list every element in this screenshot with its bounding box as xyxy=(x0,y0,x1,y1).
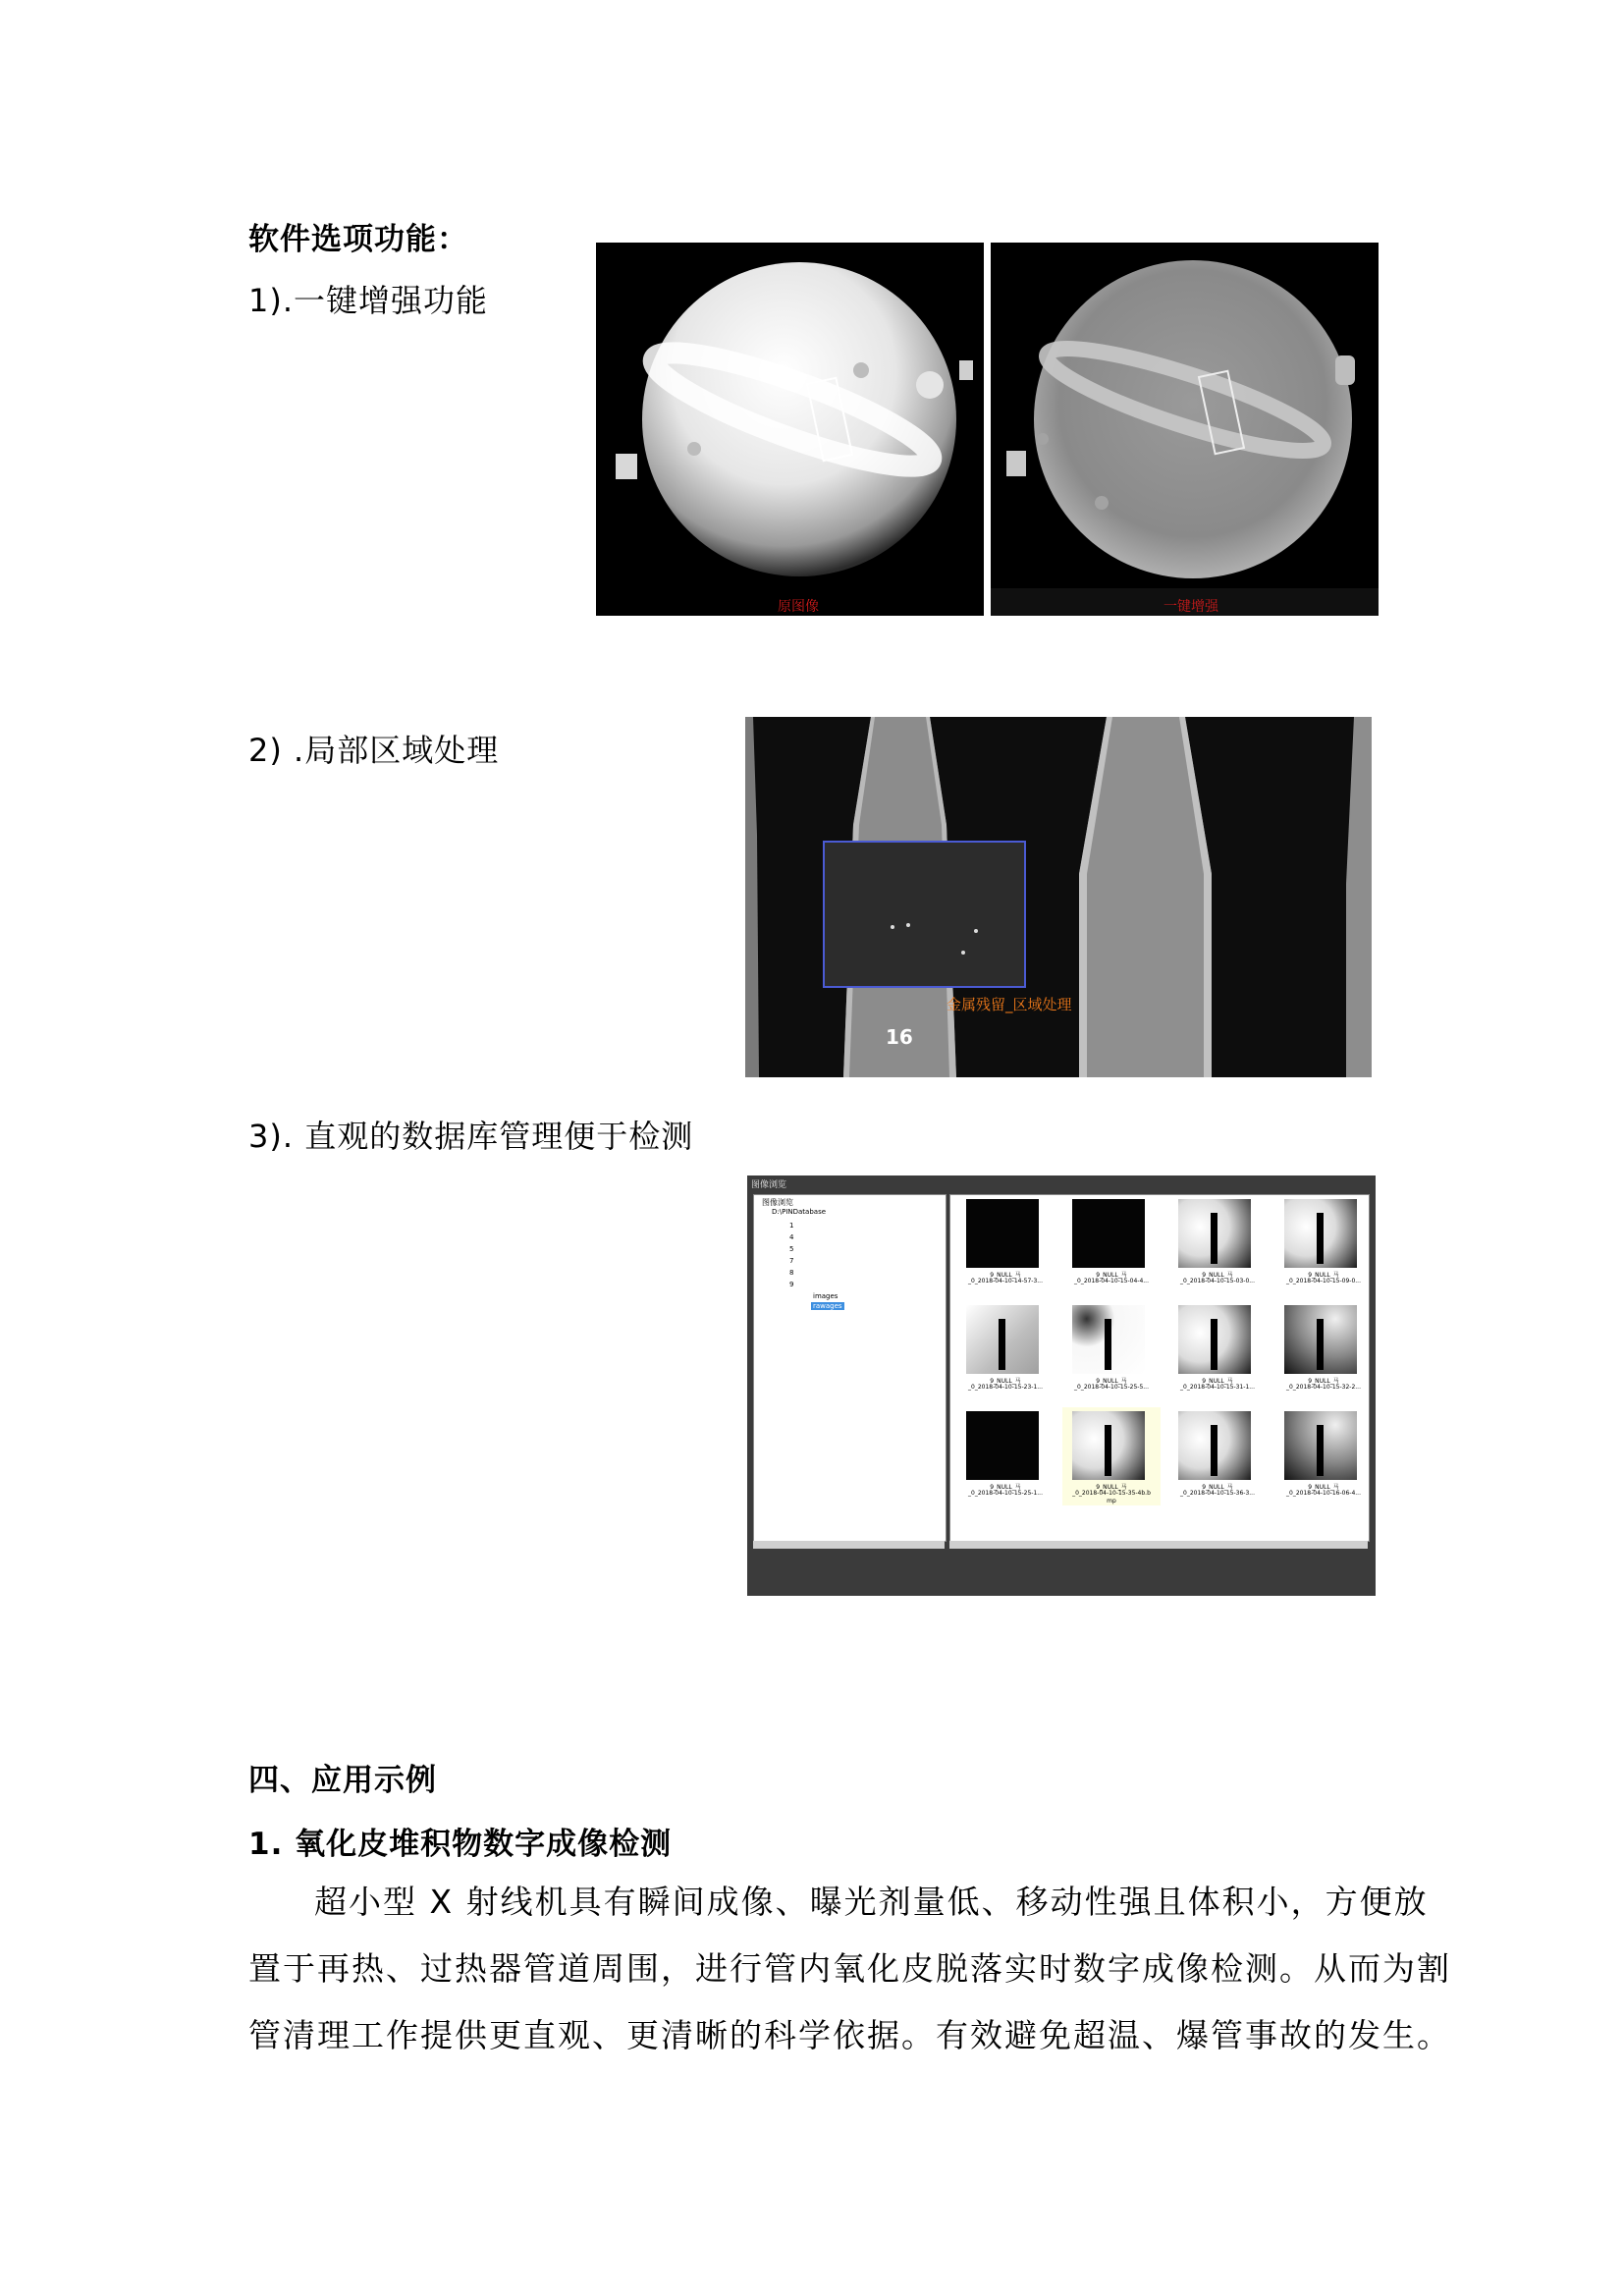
thumbnail-filename: _0_2018-04-10-15-32-2... xyxy=(1286,1384,1361,1391)
thumbnail-rod xyxy=(1105,1425,1111,1476)
thumbnail-filename: _0_2018-04-10-15-03-0... xyxy=(1180,1278,1255,1285)
thumbnail-filename: _0_2018-04-10-15-25-5... xyxy=(1074,1384,1149,1391)
thumbnail-image[interactable] xyxy=(1178,1199,1251,1268)
thumbnail-filename: _0_2018-04-10-15-09-0... xyxy=(1286,1278,1361,1285)
thumbnail-item[interactable] xyxy=(1168,1407,1267,1505)
region-annotation: 金属残留_区域处理 xyxy=(947,996,1072,1013)
tree-nodes[interactable] xyxy=(789,1220,793,1290)
tree-pane[interactable] xyxy=(753,1194,947,1542)
tree-node[interactable]: 9 xyxy=(789,1281,794,1288)
thumbnail-image[interactable] xyxy=(1072,1411,1145,1480)
tree-node[interactable]: 5 xyxy=(789,1245,794,1253)
feature-item-1: 1).一键增强功能 xyxy=(248,282,489,319)
thumbnail-item[interactable] xyxy=(1274,1195,1370,1293)
subheading-oxide-detection: 1. 氧化皮堆积物数字成像检测 xyxy=(248,1827,673,1862)
thumbnail-item[interactable] xyxy=(956,1301,1055,1399)
thumbnail-rod xyxy=(1317,1319,1324,1370)
thumbnail-filename: _0_2018-04-10-16-06-4... xyxy=(1286,1490,1361,1497)
thumbnail-rod xyxy=(1211,1213,1217,1264)
thumbnail-filename: _0_2018-04-10-15-23-1... xyxy=(968,1384,1043,1391)
thumbnail-label: 9_NULL_马 xyxy=(1308,1378,1339,1385)
thumbnail-item[interactable] xyxy=(1062,1301,1161,1399)
caption-enhanced: 一键增强 xyxy=(1163,599,1218,615)
thumbnail-label: 9_NULL_马 xyxy=(1308,1272,1339,1279)
tree-scrollbar[interactable] xyxy=(753,1541,945,1549)
thumbnail-image[interactable] xyxy=(966,1305,1039,1374)
thumbnail-item[interactable] xyxy=(1168,1301,1267,1399)
thumbnail-label: 9_NULL_马 xyxy=(1202,1272,1233,1279)
paragraph-line-1: 超小型 X 射线机具有瞬间成像、曝光剂量低、移动性强且体积小，方便放 xyxy=(314,1883,1429,1921)
thumbnail-image[interactable] xyxy=(1284,1305,1357,1374)
thumbnail-tooltip: mp xyxy=(1107,1498,1116,1504)
figure-enhancement xyxy=(596,243,1379,616)
thumbnail-filename: _0_2018-04-10-15-36-3... xyxy=(1180,1490,1255,1497)
thumbnail-rod xyxy=(1317,1213,1324,1264)
thumbnail-label: 9_NULL_马 xyxy=(990,1484,1021,1491)
thumbnail-label: 9_NULL_马 xyxy=(990,1378,1021,1385)
thumbnail-scrollbar[interactable] xyxy=(949,1541,1368,1549)
tree-root[interactable]: 图像浏览 xyxy=(762,1198,793,1207)
database-browser-window xyxy=(747,1175,1376,1596)
section-heading-application: 四、应用示例 xyxy=(248,1763,437,1798)
feature-item-3: 3). 直观的数据库管理便于检测 xyxy=(248,1118,694,1155)
thumbnail-filename: _0_2018-04-10-15-31-1... xyxy=(1180,1384,1255,1391)
thumbnail-image[interactable] xyxy=(1284,1411,1357,1480)
thumbnail-filename: _0_2018-04-10-15-04-4... xyxy=(1074,1278,1149,1285)
thumbnail-label: 9_NULL_马 xyxy=(1202,1378,1233,1385)
bottles-xray-image xyxy=(745,717,1372,1077)
thumbnail-rod xyxy=(1211,1319,1217,1370)
thumbnail-image[interactable] xyxy=(966,1199,1039,1268)
thumbnail-item[interactable] xyxy=(1274,1407,1370,1505)
caption-original: 原图像 xyxy=(778,599,819,615)
paragraph-line-2: 置于再热、过热器管道周围，进行管内氧化皮脱落实时数字成像检测。从而为割 xyxy=(248,1949,1451,1988)
enhancement-image-pair xyxy=(596,243,1379,616)
tree-node[interactable]: 1 xyxy=(789,1222,794,1230)
thumbnail-label: 9_NULL_马 xyxy=(1202,1484,1233,1491)
thumbnail-label: 9_NULL_马 xyxy=(1308,1484,1339,1491)
thumbnail-rod xyxy=(1211,1425,1217,1476)
tree-leaf-images[interactable]: images xyxy=(813,1292,839,1300)
thumbnail-filename: _0_2018-04-10-14-57-3... xyxy=(968,1278,1043,1285)
thumbnail-image[interactable] xyxy=(1178,1411,1251,1480)
thumbnail-label: 9_NULL_马 xyxy=(990,1272,1021,1279)
thumbnail-image[interactable] xyxy=(1072,1305,1145,1374)
thumbnail-filename: _0_2018-04-10-15-35-4b.b xyxy=(1072,1490,1151,1497)
thumbnail-label: 9_NULL_马 xyxy=(1096,1272,1127,1279)
paragraph-line-3: 管清理工作提供更直观、更清晰的科学依据。有效避免超温、爆管事故的发生。 xyxy=(248,2016,1451,2054)
thumbnail-item[interactable] xyxy=(956,1195,1055,1293)
thumbnail-label: 9_NULL_马 xyxy=(1096,1484,1127,1491)
thumbnail-rod xyxy=(1317,1425,1324,1476)
tree-leaf-selected[interactable]: rawages xyxy=(813,1302,842,1310)
window-title: 图像浏览 xyxy=(751,1180,787,1190)
tree-node[interactable]: 4 xyxy=(789,1233,794,1241)
thumbnail-image[interactable] xyxy=(1072,1199,1145,1268)
section-heading-software: 软件选项功能： xyxy=(248,222,468,257)
thumbnail-rod xyxy=(999,1319,1005,1370)
thumbnail-item[interactable] xyxy=(1062,1195,1161,1293)
thumbnail-image[interactable] xyxy=(966,1411,1039,1480)
thumbnail-filename: _0_2018-04-10-15-25-1... xyxy=(968,1490,1043,1497)
feature-item-2: 2) .局部区域处理 xyxy=(248,732,500,769)
thumbnail-rod xyxy=(1105,1319,1111,1370)
thumbnail-item[interactable] xyxy=(1062,1407,1161,1505)
thumbnail-label: 9_NULL_马 xyxy=(1096,1378,1127,1385)
bottle-number-label: 16 xyxy=(886,1025,913,1049)
figure-region-processing xyxy=(745,717,1372,1077)
thumbnail-item[interactable] xyxy=(956,1407,1055,1505)
tree-node[interactable]: 7 xyxy=(789,1257,794,1265)
thumbnail-image[interactable] xyxy=(1284,1199,1357,1268)
tree-database[interactable]: D:\PINDatabase xyxy=(772,1208,827,1216)
thumbnail-item[interactable] xyxy=(1274,1301,1370,1399)
thumbnail-item[interactable] xyxy=(1168,1195,1267,1293)
thumbnail-image[interactable] xyxy=(1178,1305,1251,1374)
tree-node[interactable]: 8 xyxy=(789,1269,794,1277)
thumbnail-pane[interactable] xyxy=(949,1194,1370,1542)
